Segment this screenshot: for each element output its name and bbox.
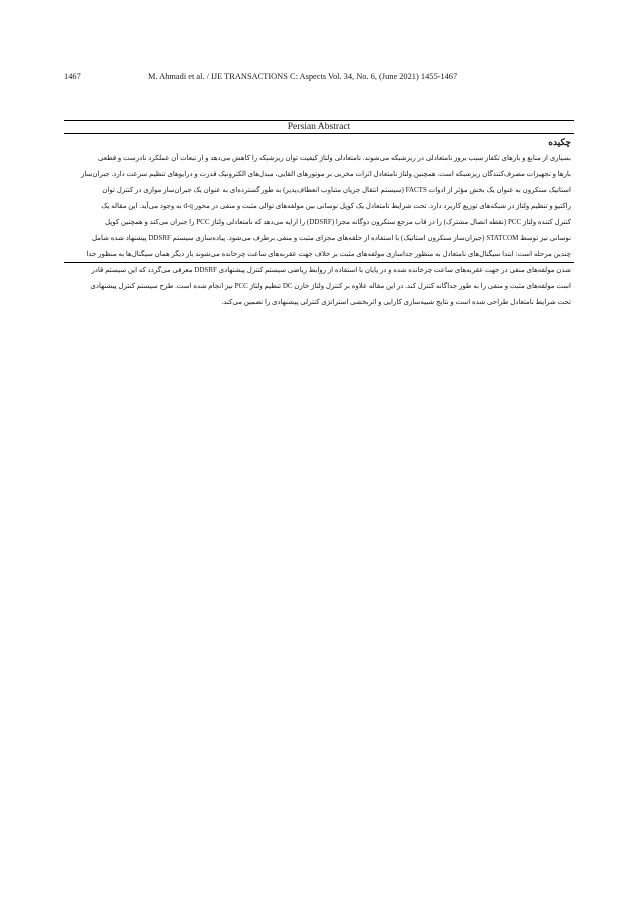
page-number: 1467 <box>64 72 81 81</box>
abstract-line: چندین مرحله است: ابتدا سیگنال‌های نامتعادل به منظور جداسازی مولفه‌های مثبت بر خلاف جهت عقربه‌های ساعت چرخانده می‌شوند بار دیگر همان سیگنال‌ها به منظور جدا <box>86 250 571 258</box>
abstract-line: است مولفه‌های مثبت و منفی را به طور جداگانه کنترل کند. در این مقاله علاوه بر کنترل ولتاژ خازن DC تنظیم ولتاژ PCC نیز انجام شده است. طرح سیستم کنترل پیشنهادی <box>90 282 571 290</box>
abstract-line: بسیاری از منابع و بارهای تکفاز سبب بروز نامتعادلی در ریزشبکه می‌شوند. نامتعادلی ولتاژ کیفیت توان ریزشبکه را کاهش می‌دهد و از تبعات آن عملکرد نادرست و قطعی <box>97 154 571 162</box>
running-header: M. Ahmadi et al. / IJE TRANSACTIONS C: Aspects Vol. 34, No. 6, (June 2021) 1455-1467 <box>148 72 458 81</box>
abstract-line: نوسانی نیز توسط STATCOM (جبران‌ساز سنکرون استاتیک) با استفاده از حلقه‌های مجزای مثبت و منفی برطرف می‌شود. پیاده‌سازی سیستم DDSRF پیشنهاد شده شامل <box>91 234 571 242</box>
persian-abstract-section <box>64 120 574 306</box>
abstract-line: تحت شرایط نامتعادل طراحی شده است و نتایج شبیه‌سازی کارایی و اثربخشی استراتژی کنترلی پیشنهادی را تضمین می‌کند. <box>221 298 571 306</box>
abstract-line: راکتیو و تنظیم ولتاژ در شبکه‌های توزیع کاربرد دارد. تحت شرایط نامتعادل یک کوپل نوسانی بین مولفه‌های توالی مثبت و منفی در محور d-q به وجود می‌آید. این مقاله یک <box>101 202 571 210</box>
abstract-line: بارها و تجهیزات مصرف‌کنندگان ریزشبکه است. همچنین ولتاژ نامتعادل اثرات مخربی بر موتورهای القایی، مبدل‌های الکترونیک قدرت و درایوهای تنظیم سرعت دارد. جبران‌ساز <box>80 170 571 178</box>
abstract-line: استاتیک سنکرون به عنوان یک بخش مؤثر از ادوات FACTS (سیستم انتقال جریان متناوب انعطاف‌پذیر) به طور گسترده‌ای به عنوان یک جبران‌ساز موازی در کنترل توان <box>102 186 571 194</box>
abstract-heading: چکیده <box>548 137 571 147</box>
abstract-line: شدن مولفه‌های منفی در جهت عقربه‌های ساعت چرخانده شده و در پایان با استفاده از روابط ریاضی سیستم کنترل پیشنهادی DDSRF معرفی می‌گردد که این سیستم قادر <box>91 266 571 274</box>
abstract-title: Persian Abstract <box>64 121 574 134</box>
abstract-line: کنترل کننده ولتاژ PCC (نقطه اتصال مشترک) را در قاب مرجع سنکرون دوگانه مجزا (DDSRF) را ارایه می‌دهد که نامتعادلی ولتاژ PCC را جبران می‌کند و همچنین کوپل <box>104 218 571 226</box>
abstract-body <box>67 150 571 310</box>
